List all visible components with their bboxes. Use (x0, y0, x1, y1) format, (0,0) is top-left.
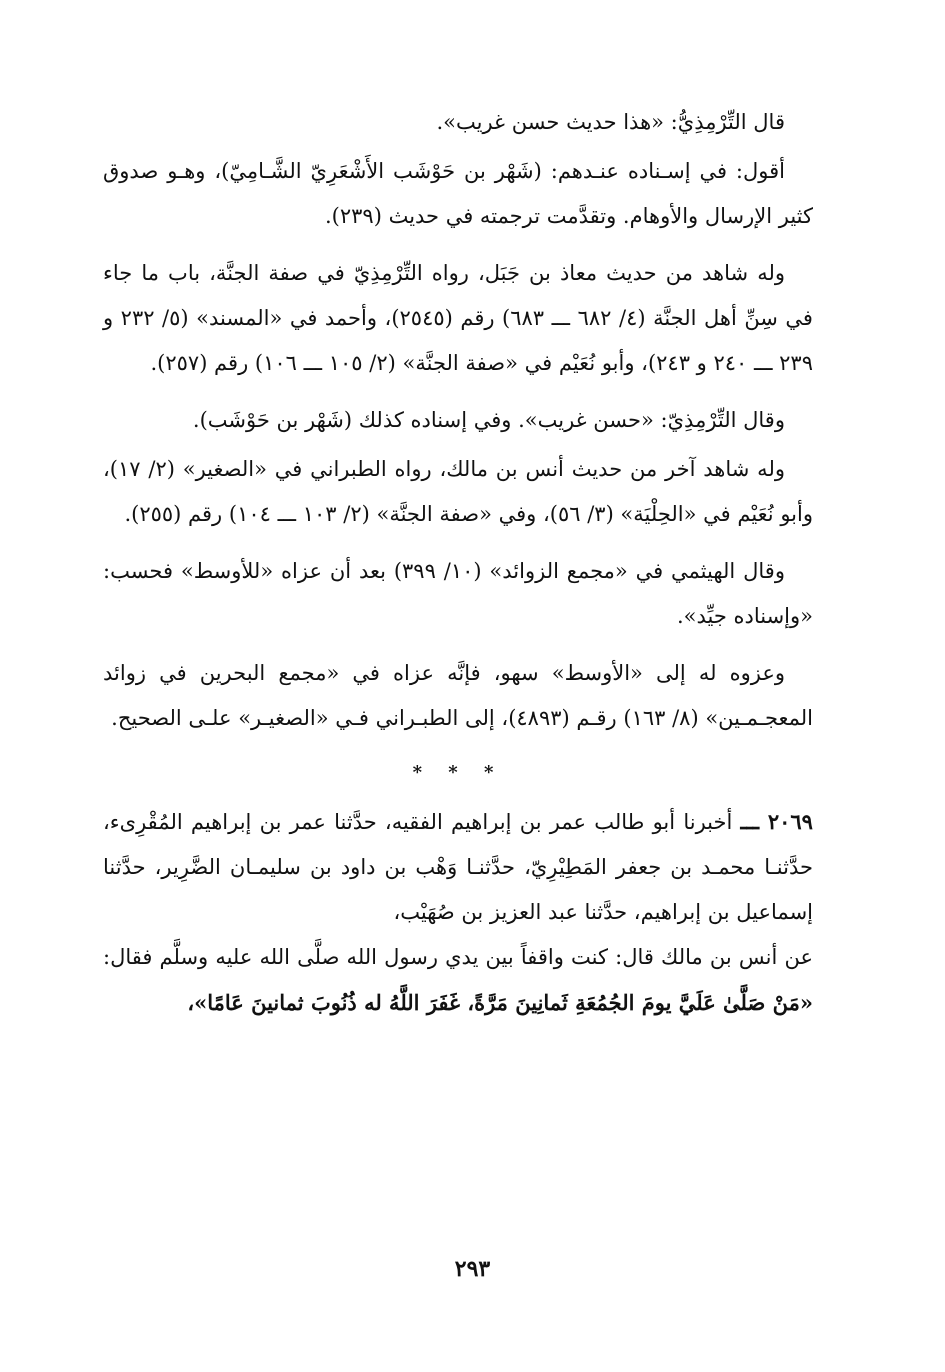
tirmidhi-ruling-2: وقال التِّرْمِذِيّ: «حسن غريب». وفي إسناده كذلك (شَهْر بن حَوْشَب). (192, 408, 785, 432)
hadith-isnad: أخبرنا أبو طالب عمر بن إبراهيم الفقيه، حدَّثنا عمر بن إبراهيم المُقْرِىء، حدَّثنـا محمـد بن جعفر المَطِيْرِيّ، حدَّثنـا وَهْب بن داود بن سليمـان الضَّرِير، حدَّثنا إسماعيل بن إبراهيم، حدَّثنا عبد العزيز بن صُهَيْب، (103, 810, 813, 924)
hadith-number: ٢٠٦٩ ـــ (740, 809, 813, 834)
hadith-quote: «مَنْ صَلَّىٰ عَلَيَّ يومَ الجُمُعَةِ ثَمانِينَ مَرَّةً، غَفَرَ اللَّهُ له ذُنُوبَ ثمانينَ عَامًا»، (187, 990, 813, 1015)
isnad-comment: أقول: في إسـناده عنـدهم: (شَهْر بن حَوْشَب الأَشْعَرِيّ الشَّـامِيّ)، وهـو صدوق كثير الإرسال والأوهام. وتقدَّمت ترجمته في حديث (٢٣٩). (103, 159, 813, 228)
attribution-note: وعزوه له إلى «الأوسط» سهو، فإنَّه عزاه في «مجمع البحرين في زوائد المعجـمـين» (٨/ ١٦٣) رقـم (٤٨٩٣)، إلى الطبـراني فـي «الصغيـر» علـى الصحيح. (103, 661, 813, 730)
witness-muadh: وله شاهد من حديث معاذ بن جَبَل، رواه التِّرْمِذِيّ في صفة الجنَّة، باب ما جاء في سِنِّ أهل الجنَّة (٤/ ٦٨٢ ـــ ٦٨٣) رقم (٢٥٤٥)، وأحمد في «المسند» (٥/ ٢٣٢ و ٢٣٩ ـــ ٢٤٠ و ٢٤٣)، وأبو نُعَيْم في «صفة الجنَّة» (٢/ ١٠٥ ـــ ١٠٦) رقم (٢٥٧). (103, 261, 813, 375)
page-body (103, 100, 813, 1026)
section-separator: * * * (412, 762, 504, 783)
tirmidhi-ruling: قال التِّرْمِذِيُّ: «هذا حديث حسن غريب». (436, 110, 785, 134)
page-number: ٢٩٣ (454, 1256, 491, 1282)
hadith-intro: عن أنس بن مالك قال: كنت واقفاً بين يدي رسول الله صلَّى الله عليه وسلَّم فقال: (103, 945, 813, 969)
hadith-chain (103, 799, 813, 935)
haythami-comment: وقال الهيثمي في «مجمع الزوائد» (١٠/ ٣٩٩) بعد أن عزاه «للأوسط» فحسب: «وإسناده جيِّد». (103, 559, 813, 628)
hadith-text (103, 935, 813, 1026)
witness-anas: وله شاهد آخر من حديث أنس بن مالك، رواه الطبراني في «الصغير» (٢/ ١٧)، وأبو نُعَيْم في «الحِلْيَة» (٣/ ٥٦)، وفي «صفة الجنَّة» (٢/ ١٠٣ ـــ ١٠٤) رقم (٢٥٥). (103, 457, 813, 526)
